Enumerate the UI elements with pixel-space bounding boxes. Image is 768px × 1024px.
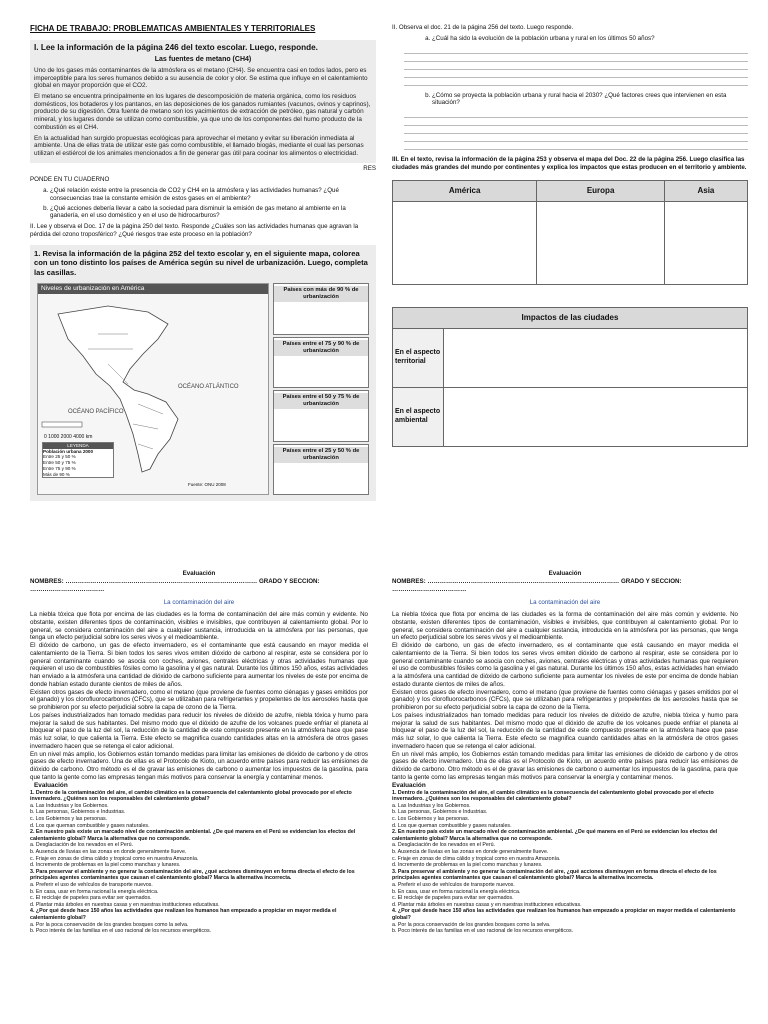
answer-cell[interactable] [444,328,748,387]
impacts-table [392,307,748,447]
eval-question: 2. En nuestro país existe un marcado nivel de contaminación ambiental. ¿De qué manera en el Perú se evidencian los efectos del calentamiento global? Marca la alternativa que no corresponde. [30,829,356,842]
eval-option[interactable]: c. Los Gobiernos y las personas. [392,815,470,822]
reading-subtitle: La contaminación del aire [163,599,235,607]
eval-option[interactable]: a. Las Industrias y los Gobiernos. [392,802,471,809]
col-header: América [393,180,537,201]
eval-option[interactable]: d. Plantar más árboles en nuestras casas y en nuestras instituciones educativas. [392,901,582,908]
eval-option[interactable]: a. Preferir el uso de vehículos de transporte nuevos. [392,882,515,889]
eval-option[interactable]: b. En casa, usar en forma racional la energía eléctrica. [30,888,159,895]
names-line[interactable]: NOMBRES: ………………………………………………………………………………… GRADO Y SECCION: ……………………………… [30,577,320,593]
reading-paragraph: En un nivel más amplio, los Gobiernos están tomando medidas para limitar las emisiones de dióxido de carbono y de otros gases de efecto invernadero. Una de ellas es el Protocolo de Kioto, un acuerdo entre países para reducir las emisiones de dióxido de carbono. Otro método es el de gravar las emisiones de carbono o aumentar los impuestos de la gasolina, para que tanto la gente como las empresas tengan más motivos para conservar la energía y contaminar menos. [392,750,738,781]
reading-paragraph: Los países industrializados han tomado medidas para reducir los niveles de dióxido de azufre, niebla tóxica y humo para mejorar la salud de sus habitantes. Del mismo modo que el dióxido de azufre de los volcanes puede enfriar el planeta al bloquear el paso de la luz del sol, la reducción de la cantidad de este compuesto presente en la atmósfera hace que pase más luz solar, lo que calienta la Tierra. Este efecto se magnifica cuando cantidades altas en la atmósfera de otros gases invernadero hacen que se retenga el calor adicional. [30,711,368,750]
evaluation-left [30,570,368,935]
eval-question: 3. Para preservar el ambiente y no generar la contaminación del aire, ¿qué acciones disminuyen en forma directa el efecto de los principales agentes contaminantes que causan el calentamiento global? Marca la alternativa incorrecta. [392,868,717,882]
reading-paragraph: La niebla tóxica que flota por encima de las ciudades es la forma de contaminación del aire más común y evidente. No obstante, existen diferentes tipos de contaminación, visibles e invisibles, que contribuyen al calentamiento global. Por lo general, se considera contaminación del aire a cualquier sustancia, introducida en la atmósfera por las personas, que tenga un efecto perjudicial sobre los seres vivos y el medioambiente. [30,611,368,642]
legend-item: Entre 50 y 75 % [43,460,76,466]
reading-paragraph: El dióxido de carbono, un gas de efecto invernadero, es el contaminante que está causando en mayor medida el calentamiento de la Tierra. Si bien todos los seres vivos emiten dióxido de carbono al respirar, este se considera por lo general contaminante cuando se asocia con coches, aviones, centrales eléctricas y otras actividades humanas que requieren el uso de combustibles fósiles como la gasolina y el gas natural. Durante los últimos 150 años, estas actividades han enviado a la atmósfera una cantidad de dióxido de carbono suficiente para aumentar los niveles de este por encima de donde habían estado durante cientos de miles de años. [30,642,368,688]
answer-lines[interactable] [404,110,748,150]
eval-option[interactable]: d. Los que queman combustible y gases naturales. [392,822,512,829]
eval-question: 4. ¿Por qué desde hace 150 años las actividades que realizan los humanos han empezado a propiciar en mayor medida el calentamiento global? [30,908,337,922]
scan1-box-title: Las fuentes de metano (CH4) [154,56,252,64]
atlantic-label: OCÉANO ATLÁNTICO [178,384,239,391]
level-box[interactable] [273,283,369,335]
section-2-text: II. Lee y observa el Doc. 17 de la página 250 del texto. Responde ¿Cuáles son las actividades humanas que agravan la pérdida del ozono troposférico? ¿Qué riesgos trae este proceso en la población? [30,223,359,238]
question-a: a. ¿Cuál ha sido la evolución de la población urbana y rural en los últimos 50 años? [432,35,748,43]
reading-paragraph: Existen otros gases de efecto invernadero, como el metano (que proviene de fuentes como ciénagas y gases emitidos por el ganado) y los clorofluorocarbonos (CFCs), que se utilizaban para refrigerantes y propelentes de los aerosoles hasta que se prohibieron por su efecto perjudicial sobre la capa de ozono de la Tierra. [392,688,738,711]
map-legend [42,442,114,478]
evaluation-right [392,570,738,935]
eval-title: Evaluación [182,570,216,577]
scan2-heading: 1. Revisa la información de la página 252 del texto escolar y, en el siguiente mapa, colorea con un tono distinto los países de América según su nivel de urbanización. Luego, completa las casillas. [34,248,368,277]
legend-item: Entre 75 y 90 % [43,465,76,471]
scale-bar: 0 1000 2000 4000 km [44,434,93,441]
level-label: Países entre el 50 y 75 % de urbanización [274,393,368,409]
question-b: b. ¿Qué acciones debería llevar a cabo la sociedad para disminuir la emisión de gas metano al ambiente en la ganadería, en el uso doméstico y en el uso de hidrocarburos? [50,205,376,221]
level-box[interactable] [273,337,369,389]
res-label: RES [363,164,376,172]
eval-option[interactable]: a. Desglaciación de los nevados en el Perú. [392,842,496,849]
level-label: Países con más de 90 % de urbanización [274,286,368,302]
col-header: Asia [664,180,747,201]
eval-option[interactable]: c. Friaje en zonas de clima cálido y tropical como en nuestra Amazonía. [30,855,199,862]
level-label: Países entre el 25 y 50 % de urbanización [274,447,368,463]
eval-option[interactable]: c. Friaje en zonas de clima cálido y tropical como en nuestra Amazonía. [392,855,561,862]
top-right-worksheet [392,24,748,447]
eval-option[interactable]: d. Incremento de problemas en la piel como manchas y lunares. [30,862,181,869]
eval-option[interactable]: b. Poco interés de las familias en el uso racional de los recursos energéticos. [392,928,574,935]
eval-question: 4. ¿Por qué desde hace 150 años las actividades que realizan los humanos han empezado a propiciar en mayor medida el calentamiento global? [392,908,736,922]
eval-option[interactable]: b. En casa, usar en forma racional la energía eléctrica. [392,888,521,895]
level-box[interactable] [273,444,369,496]
reading-paragraph: La niebla tóxica que flota por encima de las ciudades es la forma de contaminación del aire más común y evidente. No obstante, existen diferentes tipos de contaminación, visibles e invisibles, que contribuyen al calentamiento global. Por lo general, se considera contaminación del aire a cualquier sustancia, introducida en la atmósfera por las personas, que tenga un efecto perjudicial sobre los seres vivos y el medioambiente. [392,611,738,642]
answer-cell[interactable] [393,201,537,284]
legend-item: Entre 25 y 50 % [43,454,76,460]
eval-question: 3. Para preservar el ambiente y no generar la contaminación del aire, ¿qué acciones disminuyen en forma directa el efecto de los principales agentes contaminantes que causan el calentamiento global? Marca la alternativa incorrecta. [30,868,355,882]
eval-title: Evaluación [548,570,582,577]
answer-cell[interactable] [537,201,665,284]
eval-option[interactable]: a. Por la poca conservación de los grandes bosques como la selva. [30,921,189,928]
eval-option[interactable]: d. Los que queman combustible y gases naturales. [30,822,150,829]
reading-paragraph: Los países industrializados han tomado medidas para reducir los niveles de dióxido de azufre, niebla tóxica y humo para mejorar la salud de sus habitantes. Del mismo modo que el dióxido de azufre de los volcanes puede enfriar el planeta al bloquear el paso de la luz del sol, la reducción de la cantidad de este compuesto presente en la atmósfera hace que pase más luz solar, lo que calienta la Tierra. Este efecto se magnifica cuando cantidades altas en la atmósfera de otros gases invernadero hacen que se retenga el calor adicional. [392,711,738,750]
urbanization-levels [273,283,369,495]
impacts-title: Impactos de las ciudades [393,307,748,328]
eval-option[interactable]: c. El reciclaje de papeles para evitar ser quemados. [30,895,152,902]
eval-option[interactable]: b. Las personas, Gobiernos e Industrias. [392,809,488,816]
legend-subtitle: Población urbana 2000 [43,448,94,454]
map-title: Niveles de urbanización en América [38,284,268,294]
eval-option[interactable]: c. El reciclaje de papeles para evitar ser quemados. [392,895,514,902]
eval-question: 1. Dentro de la contaminación del aire, el cambio climático es la consecuencia del calentamiento global provocado por el efecto invernadero. ¿Quiénes son los responsables del calentamiento global? [392,789,714,803]
answer-cell[interactable] [664,201,747,284]
scan1-paragraph: Uno de los gases más contaminantes de la atmósfera es el metano (CH4). Se encuentra casi en todos lados, pero es imperceptible para los seres humanos debido a su ausencia de color y olor. Se estima que influye en el calentamiento global en mayor proporción que el CO2. [34,67,368,90]
question-b: b. ¿Cómo se proyecta la población urbana y rural hacia el 2030? ¿Qué factores crees que intervienen en esta situación? [432,92,748,108]
eval-option[interactable]: b. Ausencia de lluvias en las zonas en donde generalmente llueve. [30,848,187,855]
eval-option[interactable]: c. Los Gobiernos y las personas. [30,815,108,822]
scan1-paragraph: En la actualidad han surgido propuestas ecológicas para aprovechar el metano y evitar su liberación inmediata al ambiente. Una de ellas trata de utilizar este gas como combustible, el llamado biogás, mediante el cual las personas utilizan el estiércol de los animales mencionados a fin de generar gas útil para cocinar los alimentos o electricidad. [34,134,364,157]
reading-paragraph: Existen otros gases de efecto invernadero, como el metano (que proviene de fuentes como ciénagas y gases emitidos por el ganado) y los clorofluorocarbonos (CFCs), que se utilizaban para refrigerantes y propelentes de los aerosoles hasta que se prohibieron por su efecto perjudicial sobre la capa de ozono de la Tierra. [30,688,368,711]
eval-question: 2. En nuestro país existe un marcado nivel de contaminación ambiental. ¿De qué manera en el Perú se evidencian los efectos del calentamiento global? Marca la alternativa que no corresponde. [392,829,718,842]
eval-option[interactable]: a. Desglaciación de los nevados en el Perú. [30,842,134,849]
legend-title: LEYENDA [43,443,113,449]
eval-option[interactable]: d. Plantar más árboles en nuestras casas y en nuestras instituciones educativas. [30,901,220,908]
eval-heading: Evaluación [34,781,68,789]
scan1-heading: I. Lee la información de la página 246 del texto escolar. Luego, responde. [34,43,318,52]
answer-cell[interactable] [444,387,748,446]
row-label: En el aspecto territorial [393,328,444,387]
eval-option[interactable]: a. Por la poca conservación de los grandes bosques como la selva. [392,921,551,928]
ponde-label: PONDE EN TU CUADERNO [30,176,110,184]
eval-option[interactable]: b. Ausencia de lluvias en las zonas en donde generalmente llueve. [392,848,549,855]
names-line[interactable]: NOMBRES: ………………………………………………………………………………… GRADO Y SECCION: ……………………………… [392,577,682,593]
eval-option[interactable]: a. Las Industrias y los Gobiernos. [30,802,109,809]
worksheet-title: FICHA DE TRABAJO: PROBLEMATICAS AMBIENTALES Y TERRITORIALES [30,24,316,33]
eval-option[interactable]: a. Preferir el uso de vehículos de transporte nuevos. [30,882,153,889]
eval-option[interactable]: b. Poco interés de las familias en el uso racional de los recursos energéticos. [30,928,212,935]
row-label: En el aspecto ambiental [393,387,444,446]
eval-heading: Evaluación [392,781,426,789]
urbanization-map [37,283,269,495]
pacific-label: OCÉANO PACÍFICO [68,409,124,416]
map-exercise [34,280,372,498]
legend-item: Más de 90 % [43,471,70,477]
eval-question: 1. Dentro de la contaminación del aire, el cambio climático es la consecuencia del calentamiento global provocado por el efecto invernadero. ¿Quiénes son los responsables del calentamiento global? [30,789,352,803]
scanned-map-exercise [30,245,376,501]
col-header: Europa [537,180,665,201]
reading-paragraph: El dióxido de carbono, un gas de efecto invernadero, es el contaminante que está causando en mayor medida el calentamiento de la Tierra. Si bien todos los seres vivos emiten dióxido de carbono al respirar, este se considera por lo general contaminante cuando se asocia con coches, aviones, centrales eléctricas y otras actividades humanas que requieren el uso de combustibles fósiles como la gasolina y el gas natural. Durante los últimos 150 años, estas actividades han enviado a la atmósfera una cantidad de dióxido de carbono suficiente para aumentar los niveles de este por encima de donde habían estado durante cientos de miles de años. [392,642,738,688]
scanned-methane-text [30,40,376,163]
top-left-worksheet [30,24,376,505]
level-box[interactable] [273,390,369,442]
eval-option[interactable]: b. Las personas, Gobiernos e Industrias. [30,809,126,816]
continents-table [392,180,748,285]
reading-paragraph: En un nivel más amplio, los Gobiernos están tomando medidas para limitar las emisiones de dióxido de carbono y de otros gases de efecto invernadero. Una de ellas es el Protocolo de Kioto, un acuerdo entre países para reducir las emisiones de dióxido de carbono. Otro método es el de gravar las emisiones de carbono o aumentar los impuestos de la gasolina, para que tanto la gente como las empresas tengan más motivos para conservar la energía y contaminar menos. [30,750,368,781]
map-source: Fuente: ONU 2008 [188,482,226,488]
eval-option[interactable]: d. Incremento de problemas en la piel como manchas y lunares. [392,862,543,869]
level-label: Países entre el 75 y 90 % de urbanización [274,340,368,356]
question-a: a. ¿Qué relación existe entre la presencia de CO2 y CH4 en la atmósfera y las actividades humanas? ¿Qué consecuencias trae la constante emisión de estos gases en el ambiente? [50,187,376,203]
section-3-heading: III. En el texto, revisa la información de la página 253 y observa el mapa del Doc. 22 de la página 256. Luego clasifica las ciudades más grandes del mundo por continentes y explica los impactos que estas producen en el territorio y ambiente. [392,156,747,171]
reading-subtitle: La contaminación del aire [529,599,601,607]
answer-lines[interactable] [404,46,748,86]
section-2-heading: II. Observa el doc. 21 de la página 256 del texto. Luego responde. [392,24,574,31]
scan1-paragraph: El metano se encuentra principalmente en los lugares de descomposición de materia orgánica, como los residuos domésticos, los botaderos y los pantanos, en las deposiciones de los ganados rumiantes (vacunos, ovinos y caprinos), producto de su digestión. Otra fuente de metano son los yacimientos de extracción de petróleo, gas natural y carbón mineral, y los lugares donde se utilizan como combustible, ya que uno de los componentes del humo producto de la combustión es el CH4. [34,93,371,131]
